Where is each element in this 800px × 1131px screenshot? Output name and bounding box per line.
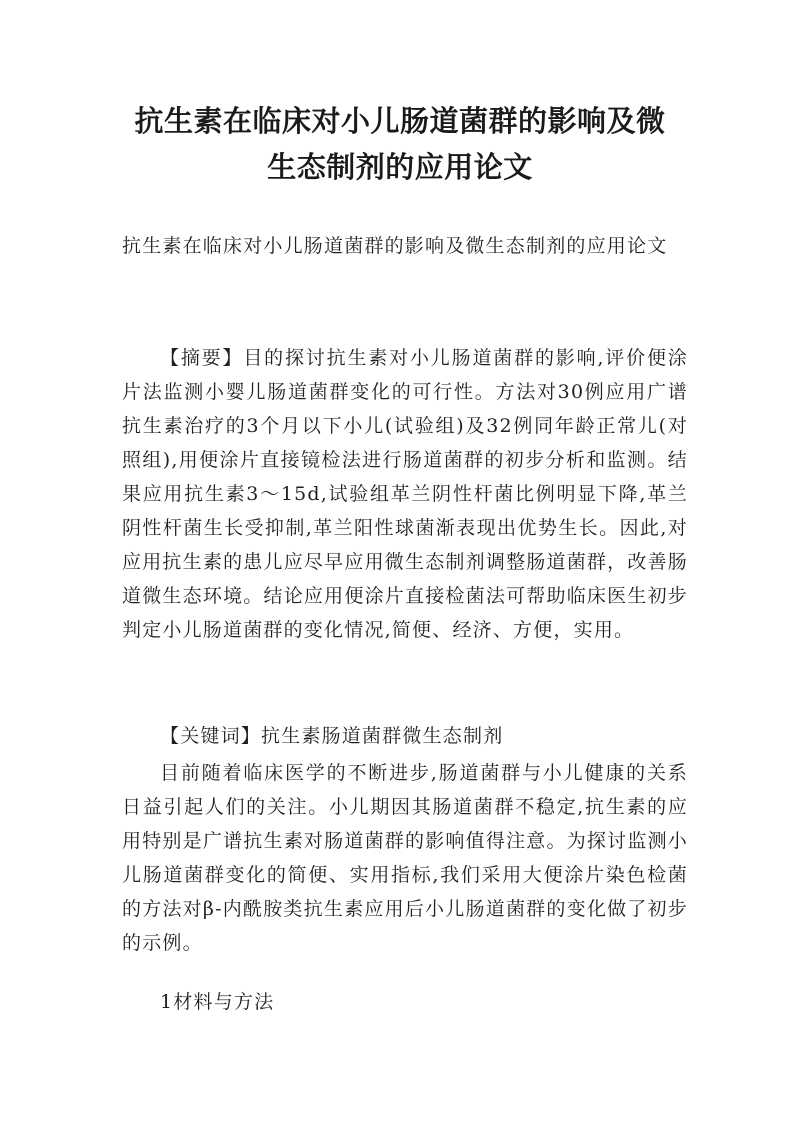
document-subtitle: 抗生素在临床对小儿肠道菌群的影响及微生态制剂的应用论文	[122, 235, 668, 257]
document-title	[100, 98, 700, 190]
abstract-paragraph: 【摘要】目的探讨抗生素对小儿肠道菌群的影响,评价便涂片法监测小婴儿肠道菌群变化的可行性。方法对30例应用广谱抗生素治疗的3个月以下小儿(试验组)及32例同年龄正常儿(对照组),用便涂片直接镜检法进行肠道菌群的初步分析和监测。结果应用抗生素3～15d,试验组革兰阴性杆菌比例明显下降,革兰阴性杆菌生长受抑制,革兰阳性球菌渐表现出优势生长。因此,对应用抗生素的患儿应尽早应用微生态制剂调整肠道菌群，改善肠道微生态环境。结论应用便涂片直接检菌法可帮助临床医生初步判定小儿肠道菌群的变化情况,简便、经济、方便，实用。	[122, 347, 688, 641]
keywords-paragraph: 【关键词】抗生素肠道菌群微生态制剂	[160, 725, 504, 747]
document-title-line-1: 抗生素在临床对小儿肠道菌群的影响及微	[134, 104, 666, 138]
section-heading-materials-methods: 1材料与方法	[160, 991, 275, 1013]
document-title-line-2: 生态制剂的应用论文	[267, 150, 533, 184]
introduction-paragraph: 目前随着临床医学的不断进步,肠道菌群与小儿健康的关系日益引起人们的关注。小儿期因其肠道菌群不稳定,抗生素的应用特别是广谱抗生素对肠道菌群的影响值得注意。为探讨监测小儿肠道菌群变化的简便、实用指标,我们采用大便涂片染色检菌的方法对β-内酰胺类抗生素应用后小儿肠道菌群的变化做了初步的示例。	[122, 762, 688, 954]
